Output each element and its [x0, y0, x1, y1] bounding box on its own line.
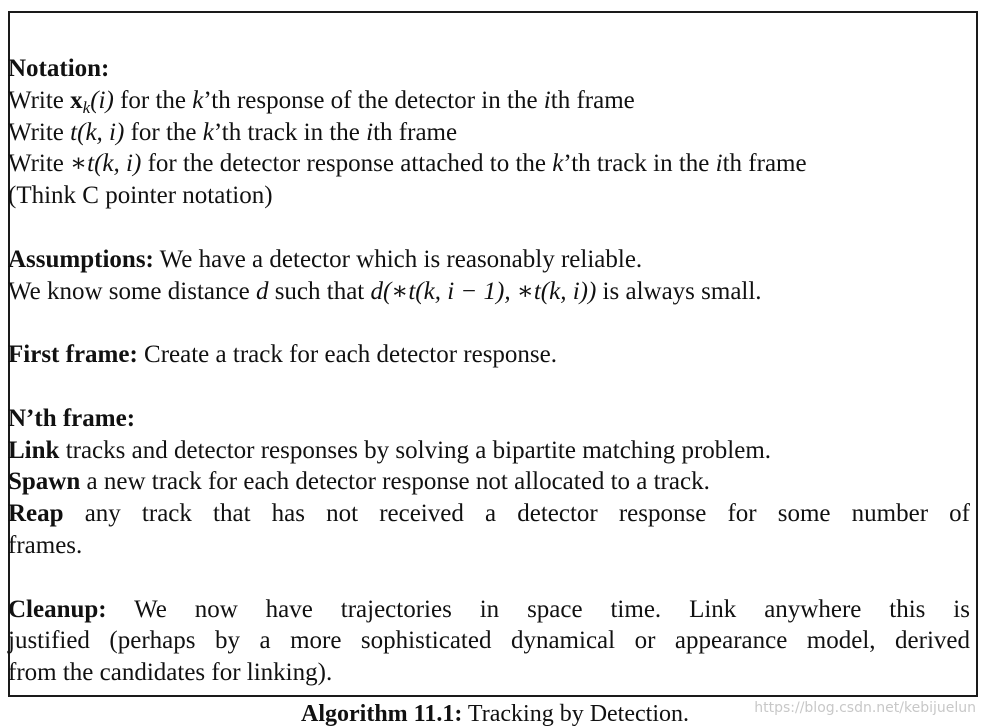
- algorithm-content: [8, 53, 970, 689]
- link-label: Link: [8, 436, 60, 464]
- assumptions-heading: Assumptions:: [8, 245, 154, 273]
- assumptions-line-2: We know some distance d such that d(∗t(k, i − 1), ∗t(k, i)) is always small.: [8, 277, 762, 305]
- first-frame-heading: First frame:: [8, 341, 138, 369]
- spacer: [8, 371, 970, 403]
- cleanup-line-2: justified (perhaps by a more sophisticated dynamical or appearance model, derived: [8, 627, 970, 655]
- spacer: [8, 562, 970, 594]
- caption-label: Algorithm 11.1:: [301, 701, 463, 727]
- link-line: Link tracks and detector responses by solving a bipartite matching problem.: [8, 436, 772, 464]
- watermark-url: https://blog.csdn.net/kebijuelun: [754, 700, 976, 716]
- cleanup-heading: Cleanup:: [8, 595, 107, 623]
- nth-frame-heading-line: [8, 403, 970, 435]
- first-frame-line: First frame: Create a track for each detector response.: [8, 341, 558, 369]
- notation-line-2: Write t(k, i) for the k’th track in the ith frame: [8, 118, 458, 146]
- notation-heading: Notation:: [8, 55, 110, 82]
- reap-line-2: frames.: [8, 531, 83, 559]
- notation-heading-line: [8, 53, 970, 85]
- notation-line-3: Write ∗t(k, i) for the detector response attached to the k’th track in the ith frame: [8, 150, 807, 178]
- spacer: [8, 307, 970, 339]
- cleanup-line-1: Cleanup: We now have trajectories in space time. Link anywhere this is: [8, 595, 970, 623]
- reap-line: Reap any track that has not received a detector response for some number of: [8, 500, 970, 528]
- nth-frame-heading: N’th frame:: [8, 404, 136, 432]
- caption-title: Tracking by Detection.: [462, 701, 689, 727]
- spawn-label: Spawn: [8, 468, 81, 496]
- notation-line-1: Write $x_k(i)$ for the k’th response of the detector in the ith frame: [8, 86, 635, 117]
- spacer: [8, 212, 970, 244]
- notation-line-4: (Think C pointer notation): [8, 182, 273, 210]
- cleanup-line-3: from the candidates for linking).: [8, 659, 333, 687]
- spawn-line: Spawn a new track for each detector response not allocated to a track.: [8, 468, 710, 496]
- reap-label: Reap: [8, 500, 64, 528]
- assumptions-line-1: Assumptions: We have a detector which is reasonably reliable.: [8, 245, 643, 273]
